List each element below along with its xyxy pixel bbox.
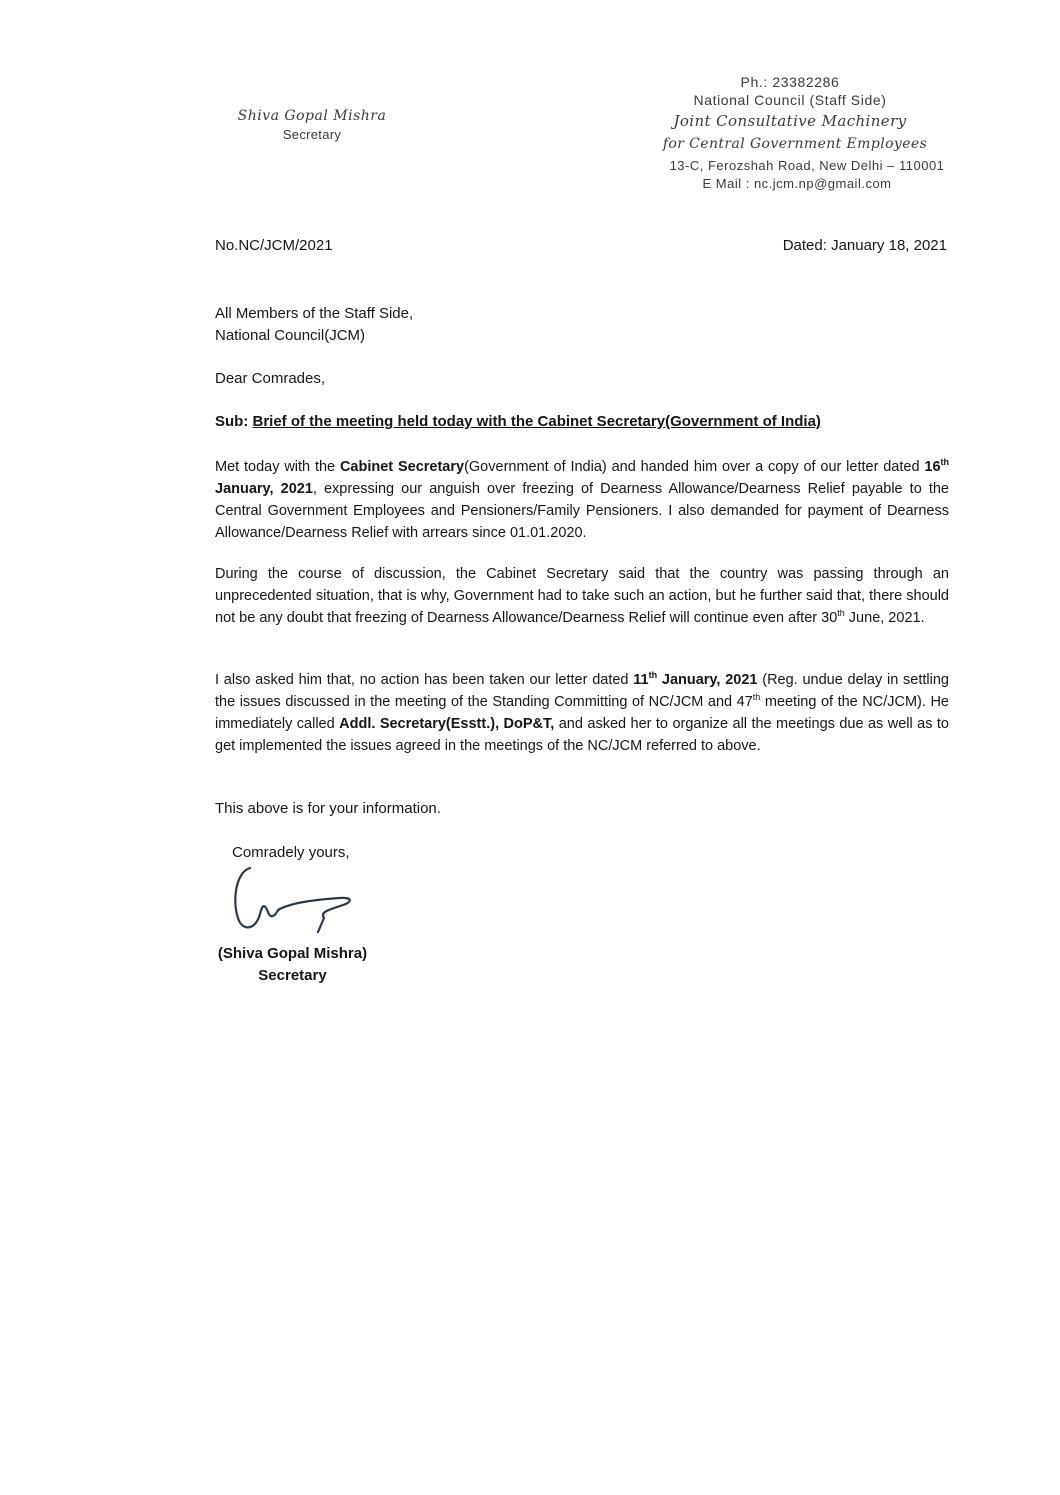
p2-text-1: During the course of discussion, the Cabinet Secretary said that the country was passing through an unprecedented situation, that is why, Government had to take such an action, but he further said that, there should not be any doubt that freezing of Dearness Allowance/Dearness Relief will continue even after 30 [215,566,949,626]
p3-text-2: (Reg. undue delay in settling the issues discussed in the meeting of the Standing Committing of NC/JCM and 47 [215,672,949,710]
p1-date-day: 16 [924,459,941,475]
p3-bold-date [633,672,757,688]
letterhead-sender-title: Secretary [282,127,342,142]
p3-text-3: meeting of the NC/JCM). He immediately called [215,694,949,732]
letterhead-organization: National Council (Staff Side) [693,92,887,108]
p3-date-day: 11 [633,672,649,688]
addressee-line-2: National Council(JCM) [215,327,366,344]
letterhead-left [222,108,402,142]
p1-bold-cabinet-secretary: Cabinet Secretary [339,459,465,475]
letterhead-sender-name: Shiva Gopal Mishra [237,108,387,124]
subject-line [215,413,821,430]
p3-date-sup: th [648,670,658,681]
paragraph-3 [215,669,949,757]
subject-text: Brief of the meeting held today with the Cabinet Secretary(Government of India) [252,413,821,430]
p3-text-1: I also asked him that, no action has been taken our letter dated [215,672,634,688]
p2-text-2: June, 2021. [844,610,925,626]
addressee-line-1: All Members of the Staff Side, [215,305,414,322]
letterhead-script-line-2: for Central Government Employees [662,136,928,152]
letterhead-phone: Ph.: 23382286 [740,74,840,90]
information-line: This above is for your information. [215,800,441,817]
letterhead-address: 13-C, Ferozshah Road, New Delhi – 110001 [669,158,945,173]
p3-date-rest: January, 2021 [657,672,758,688]
handwritten-signature [228,862,363,940]
p1-text-1: Met today with the [215,459,340,475]
letter-date: Dated: January 18, 2021 [782,237,947,254]
salutation: Dear Comrades, [215,370,326,387]
p3-text-4: and asked her to organize all the meetings due as well as to get implemented the issues agreed in the meetings of the NC/JCM referred to above. [215,716,949,754]
paragraph-1 [215,456,949,544]
subject-prefix: Sub: [215,413,249,430]
signer-name: (Shiva Gopal Mishra) [217,945,368,962]
p2-sup: th [837,608,845,619]
letterhead-email: E Mail : nc.jcm.np@gmail.com [702,176,892,191]
signer-title: Secretary [258,967,327,984]
p1-text-2: (Government of India) and handed him over a copy of our letter dated [464,459,925,475]
signer-block [215,943,370,987]
paragraph-2 [215,563,949,629]
p3-sup: th [752,692,761,703]
closing: Comradely yours, [232,844,350,861]
p1-date-sup: th [940,457,950,468]
p3-bold-addl-secretary: Addl. Secretary(Esstt.), DoP&T, [339,716,555,732]
p1-text-3: , expressing our anguish over freezing of Dearness Allowance/Dearness Relief payable to the Central Government Employees and Pensioners/Family Pensioners. I also demanded for payment of Dearness Allowance/Dearness Relief with arrears since 01.01.2020. [215,481,949,541]
addressee [215,303,413,347]
p1-date-rest: January, 2021 [215,481,313,497]
letterhead-script-line-1: Joint Consultative Machinery [673,112,907,130]
reference-number: No.NC/JCM/2021 [215,237,333,254]
letterhead-right [620,74,960,191]
